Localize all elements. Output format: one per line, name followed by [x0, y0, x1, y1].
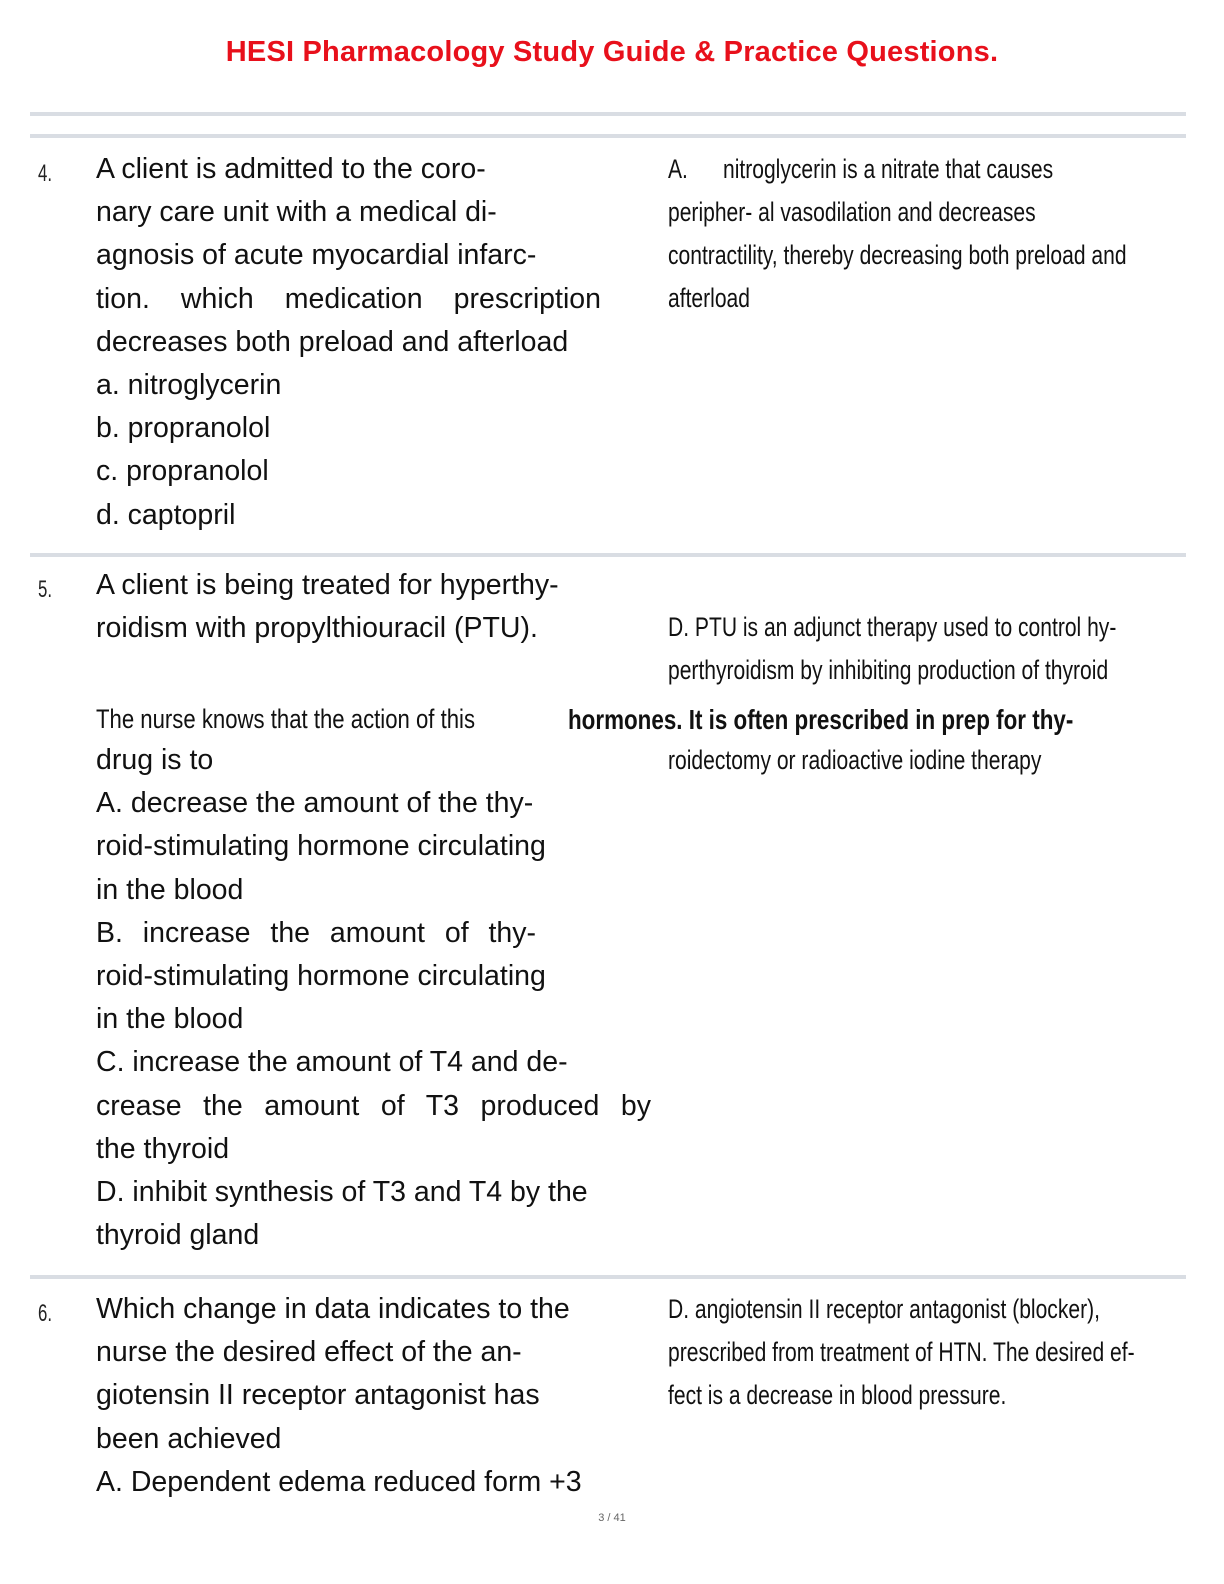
question-text	[96, 1288, 656, 1504]
answer-option: roid-stimulating hormone circulating	[96, 830, 546, 863]
answer-option: the thyroid	[96, 1132, 230, 1165]
answer-option: thyroid gland	[96, 1219, 260, 1252]
question-line: tion. which medication prescription	[96, 282, 601, 315]
question-line: Which change in data indicates to the	[96, 1293, 570, 1325]
question-line: roidism with propylthiouracil (PTU).	[96, 612, 538, 645]
question-text	[96, 148, 656, 537]
rationale-line: A. nitroglycerin is a nitrate that causes	[668, 154, 1054, 184]
question-line: nary care unit with a medical di-	[96, 196, 497, 229]
answer-option: a. nitroglycerin	[96, 369, 282, 402]
answer-rationale	[668, 1288, 1188, 1417]
answer-option: c. propranolol	[96, 455, 269, 488]
divider-top-2	[30, 134, 1186, 138]
question-line: decreases both preload and afterload	[96, 325, 569, 358]
question-options	[96, 739, 656, 1257]
rationale-line: D. angiotensin II receptor antagonist (blocker),	[668, 1294, 1100, 1324]
answer-option: D. inhibit synthesis of T3 and T4 by the	[96, 1176, 588, 1209]
question-number: 6.	[38, 1300, 53, 1327]
rationale-line: afterload	[668, 283, 750, 313]
divider	[30, 553, 1186, 557]
answer-rationale	[668, 148, 1188, 320]
question-line: The nurse knows that the action of this	[96, 704, 476, 734]
page-title: HESI Pharmacology Study Guide & Practice Questions.	[225, 36, 999, 68]
rationale-line: contractility, thereby decreasing both preload and	[668, 240, 1127, 270]
answer-rationale	[668, 739, 1188, 782]
divider-top-1	[30, 112, 1186, 116]
rationale-line: prescribed from treatment of HTN. The desired ef-	[668, 1337, 1135, 1367]
question-line: nurse the desired effect of the an-	[96, 1336, 522, 1369]
answer-option: d. captopril	[96, 498, 236, 531]
answer-rationale	[668, 606, 1188, 692]
question-text	[96, 564, 656, 650]
question-number: 4.	[38, 160, 53, 187]
divider	[30, 1275, 1186, 1279]
question-number: 5.	[38, 576, 53, 603]
question-line: agnosis of acute myocardial infarc-	[96, 239, 537, 272]
answer-option: in the blood	[96, 873, 244, 906]
answer-option: roid-stimulating hormone circulating	[96, 960, 546, 993]
rationale-line: D. PTU is an adjunct therapy used to control hy-	[668, 612, 1117, 642]
rationale-line: hormones. It is often prescribed in prep for thy-	[568, 704, 1074, 735]
question-line: giotensin II receptor antagonist has	[96, 1379, 540, 1412]
page-number: 3 / 41	[598, 1512, 626, 1524]
rationale-line: fect is a decrease in blood pressure.	[668, 1380, 1007, 1410]
answer-option: crease the amount of T3 produced by	[96, 1089, 651, 1122]
answer-option: in the blood	[96, 1003, 244, 1036]
question-line: A client is admitted to the coro-	[96, 153, 486, 185]
rationale-line: peripher- al vasodilation and decreases	[668, 197, 1036, 227]
answer-option: C. increase the amount of T4 and de-	[96, 1046, 568, 1079]
answer-option: A. decrease the amount of the thy-	[96, 787, 534, 820]
question-line: drug is to	[96, 744, 214, 776]
answer-option: A. Dependent edema reduced form +3	[96, 1465, 582, 1498]
answer-option: B. increase the amount of thy-	[96, 916, 536, 949]
rationale-line: perthyroidism by inhibiting production of thyroid	[668, 655, 1109, 685]
question-line: been achieved	[96, 1422, 282, 1455]
rationale-line: roidectomy or radioactive iodine therapy	[668, 745, 1042, 775]
question-line: A client is being treated for hyperthy-	[96, 569, 559, 601]
answer-option: b. propranolol	[96, 412, 271, 445]
